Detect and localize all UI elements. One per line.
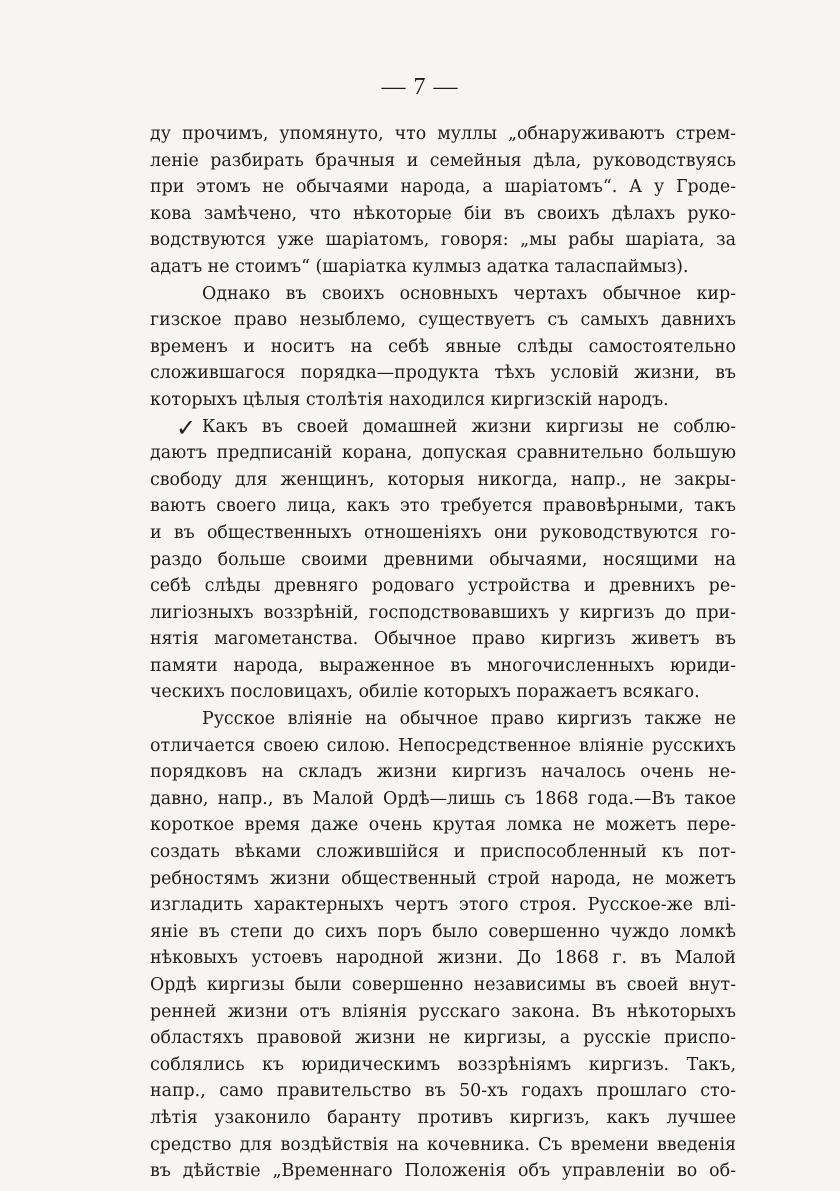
text-line: яніе въ степи до сихъ поръ было совершенно чуждо ломкѣ xyxy=(150,921,736,942)
text-line: которыхъ цѣлыя столѣтія находился киргизскій народъ. xyxy=(150,389,669,410)
text-line: леніе разбирать брачныя и семейныя дѣла, руководствуясь xyxy=(150,150,736,171)
text-line: временъ и носитъ на себѣ явные слѣды самостоятельно xyxy=(150,336,736,357)
text-line: раздо больше своими древними обычаями, носящими на xyxy=(150,549,736,570)
text-line: адатъ не стоимъ“ (шаріатка кулмыз адатка таласпаймыз). xyxy=(150,256,689,277)
text-line: и въ общественныхъ отношеніяхъ они руководствуются го- xyxy=(150,522,736,543)
text-line: создать вѣками сложившійся и приспособленный къ пот- xyxy=(150,842,736,863)
text-line: ваютъ своего лица, какъ это требуется правовѣрными, такъ xyxy=(150,496,736,517)
text-line: давно, напр., въ Малой Ордѣ—лишь съ 1868 года.—Въ такое xyxy=(150,788,736,809)
text-line: при этомъ не обычаями народа, а шаріатомъ“. А у Гроде- xyxy=(150,177,736,198)
text-line: себѣ слѣды древняго родоваго устройства и древнихъ ре- xyxy=(150,576,736,597)
text-line: ребностямъ жизни общественный строй народа, не можетъ xyxy=(150,868,736,889)
text-line: Ордѣ киргизы были совершенно независимы въ своей внут- xyxy=(150,975,736,995)
page-number: — 7 — xyxy=(381,74,459,100)
text-line: средство для воздѣйствія на кочевника. Съ времени введенія xyxy=(150,1134,736,1155)
text-line: памяти народа, выраженное въ многочисленныхъ юриди- xyxy=(150,655,736,676)
text-line: ду прочимъ, упомянуто, что муллы „обнаруживаютъ стрем- xyxy=(150,124,736,144)
text-line: ренней жизни отъ вліянія русскаго закона. Въ нѣкоторыхъ xyxy=(150,1001,736,1022)
text-line: Однако въ своихъ основныхъ чертахъ обычное кир- xyxy=(202,283,736,304)
text-line: Русское вліяніе на обычное право киргизъ также не xyxy=(202,709,736,730)
text-line: нѣковыхъ устоевъ народной жизни. До 1868 г. въ Малой xyxy=(150,948,736,969)
text-line: областяхъ правовой жизни не киргизы, а русскіе приспо- xyxy=(150,1028,736,1049)
text-line: свободу для женщинъ, которыя никогда, напр., не закры- xyxy=(150,469,736,490)
text-line: нятія магометанства. Обычное право киргизъ живетъ въ xyxy=(150,629,736,650)
text-line: Какъ въ своей домашней жизни киргизы не соблю- xyxy=(202,416,736,437)
text-line: водствуются уже шаріатомъ, говоря: „мы рабы шаріата, за xyxy=(150,230,736,251)
text-line: лѣтія узаконило баранту противъ киргизъ, какъ лучшее xyxy=(150,1107,736,1128)
text-line: гизское право незыблемо, существуетъ съ самыхъ давнихъ xyxy=(150,310,736,331)
text-line: лигіозныхъ воззрѣній, господствовавшихъ у киргизъ до при- xyxy=(150,602,736,623)
text-line: соблялись къ юридическимъ воззрѣніямъ киргизъ. Такъ, xyxy=(150,1054,736,1075)
text-line: порядковъ на складъ жизни киргизъ началось очень не- xyxy=(150,762,736,783)
text-line: напр., само правительство въ 50-хъ годахъ прошлаго сто- xyxy=(150,1081,736,1102)
body-text xyxy=(150,121,736,1185)
text-line: кова замѣчено, что нѣкоторые біи въ своихъ дѣлахъ руко- xyxy=(150,203,736,224)
text-line: даютъ предписаній корана, допуская сравнительно большую xyxy=(150,443,736,464)
check-mark-icon: ✓ xyxy=(176,414,197,442)
text-line: изгладить характерныхъ чертъ этого строя. Русское-же влі- xyxy=(150,895,736,916)
text-line: въ дѣйствіе „Временнаго Положенія объ управленіи во об- xyxy=(150,1161,736,1182)
text-line: ческихъ пословицахъ, обиліе которыхъ поражаетъ всякаго. xyxy=(150,682,700,703)
text-line: сложившагося порядка—продукта тѣхъ условій жизни, въ xyxy=(150,363,736,384)
text-line: отличается своею силою. Непосредственное вліяніе русскихъ xyxy=(150,735,736,756)
text-line: короткое время даже очень крутая ломка не можетъ пере- xyxy=(150,815,736,836)
